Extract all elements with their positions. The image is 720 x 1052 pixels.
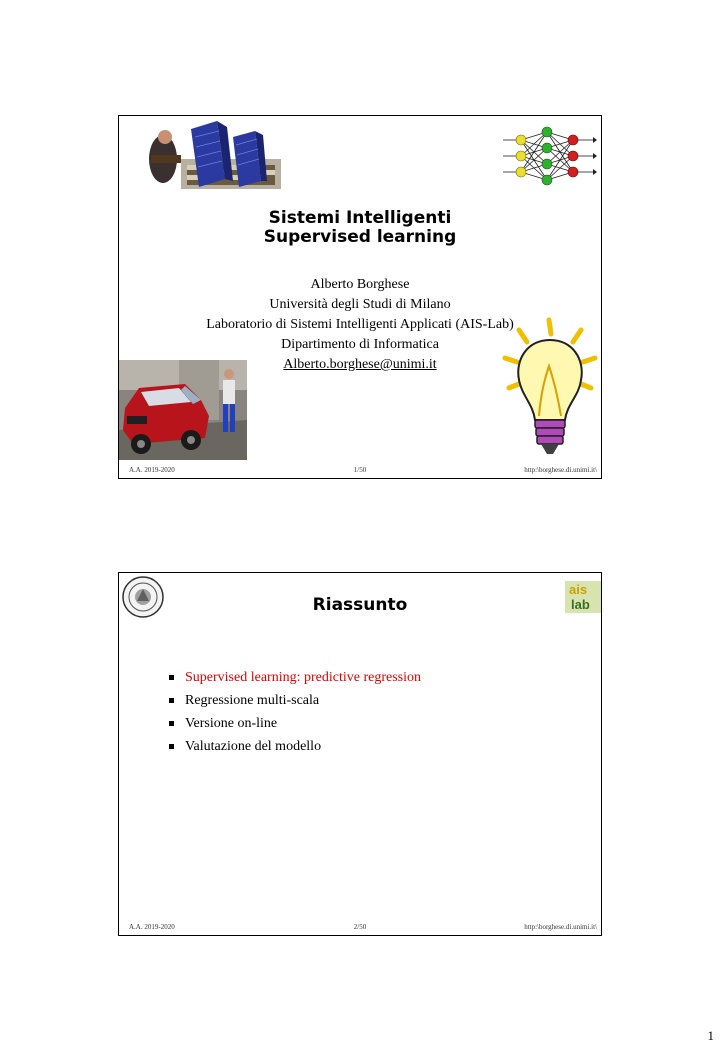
slide-2-title: Riassunto	[312, 595, 408, 615]
bullet-square-icon	[169, 698, 174, 703]
bullet-list	[169, 666, 421, 758]
lab-name: Laboratorio di Sistemi Intelligenti Applicati (AIS-Lab)	[206, 317, 514, 332]
department-name: Dipartimento di Informatica	[281, 337, 439, 352]
email-link[interactable]: Alberto.borghese@unimi.it	[283, 357, 437, 372]
title-line-1: Sistemi Intelligenti	[268, 208, 452, 228]
list-item: Regressione multi-scala	[169, 689, 421, 712]
slide-2	[118, 572, 602, 936]
slide-2-footer-left: A.A. 2019-2020	[129, 923, 175, 931]
svg-text:lab: lab	[571, 597, 590, 612]
slide-1-footer-center: 1/50	[353, 466, 367, 474]
car-person-image	[119, 360, 247, 460]
light-bulb-image	[499, 312, 601, 462]
list-item: Valutazione del modello	[169, 735, 421, 758]
slide-1-title	[119, 209, 601, 247]
list-item: Supervised learning: predictive regression	[169, 666, 421, 689]
bullet-square-icon	[169, 744, 174, 749]
university-name: Università degli Studi di Milano	[269, 297, 451, 312]
author-name: Alberto Borghese	[310, 277, 410, 292]
bullet-square-icon	[169, 675, 174, 680]
slide-2-footer-right: http:\borghese.di.unimi.it\	[524, 923, 597, 931]
bullet-square-icon	[169, 721, 174, 726]
neural-network-image	[503, 124, 597, 192]
svg-text:ais: ais	[569, 582, 588, 597]
slide-1-footer-left: A.A. 2019-2020	[129, 466, 175, 474]
list-item: Versione on-line	[169, 712, 421, 735]
computer-chess-image	[147, 119, 283, 191]
page-number: 1	[707, 1028, 714, 1043]
slide-1-footer-right: http:\borghese.di.unimi.it\	[524, 466, 597, 474]
title-line-2: Supervised learning	[263, 227, 457, 247]
slide-2-footer-center: 2/50	[353, 923, 367, 931]
slide-1	[118, 115, 602, 479]
